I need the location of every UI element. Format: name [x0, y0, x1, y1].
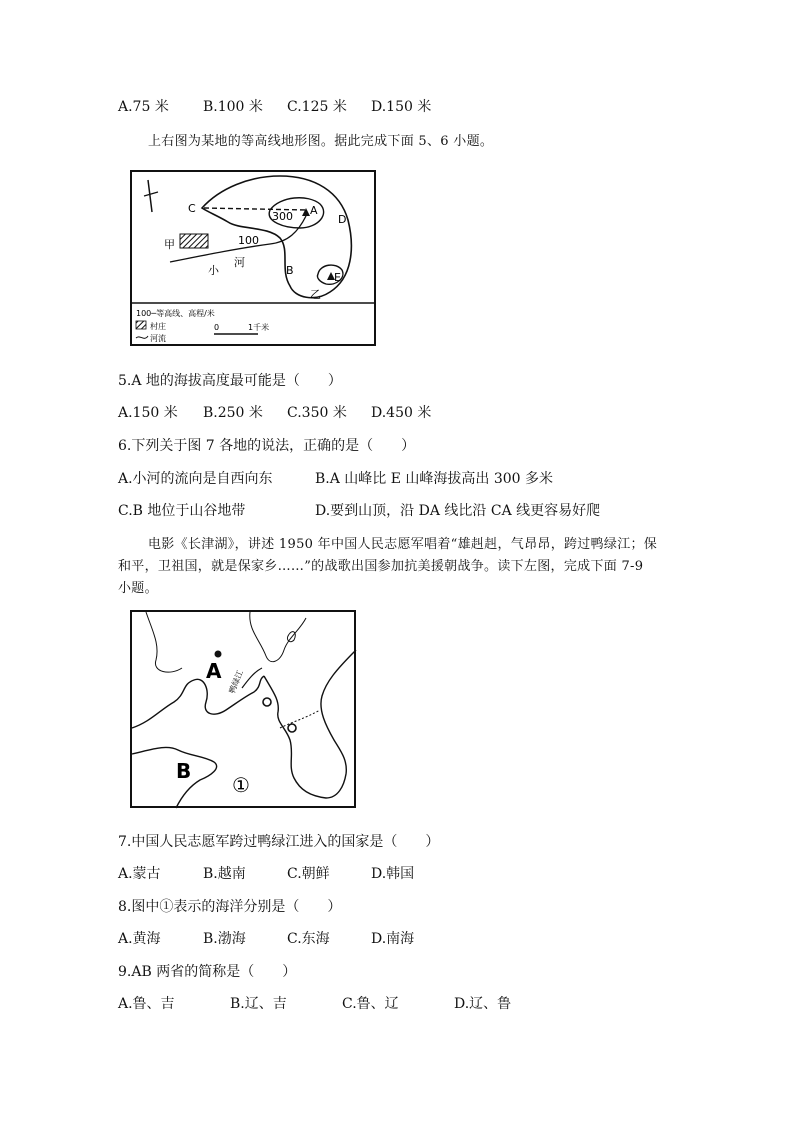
q9-option-a: A.鲁、吉: [118, 996, 175, 1012]
q6-option-a: A.小河的流向是自西向东: [118, 471, 273, 487]
q6-option-b: B.A 山峰比 E 山峰海拔高出 300 多米: [315, 471, 554, 487]
label-d: D: [338, 213, 347, 226]
city-circle-2: [288, 724, 296, 732]
q7-stem: 7.中国人民志愿军跨过鸭绿江进入的国家是（ ）: [118, 834, 440, 850]
q8-option-d: D.南海: [371, 931, 415, 947]
map-frame: [131, 171, 375, 345]
q6-option-c: C.B 地位于山谷地带: [118, 503, 246, 519]
q6-option-d: D.要到山顶，沿 DA 线比沿 CA 线更容易好爬: [315, 503, 601, 519]
q6-stem: 6.下列关于图 7 各地的说法，正确的是（ ）: [118, 438, 416, 454]
label-300: 300: [272, 210, 293, 223]
q9-option-b: B.辽、吉: [230, 996, 287, 1012]
q8-stem: 8.图中①表示的海洋分别是（ ）: [118, 899, 342, 915]
label-yalu: 鸭绿江: [227, 669, 245, 695]
q8-option-a: A.黄海: [118, 931, 161, 947]
contour-map: [130, 170, 378, 348]
city-circle-1: [263, 698, 271, 706]
label-a: A: [310, 204, 318, 217]
scale-zero: 0: [214, 323, 220, 332]
q9-option-c: C.鲁、辽: [342, 996, 399, 1012]
q5-stem: 5.A 地的海拔高度最可能是（ ）: [118, 373, 342, 389]
label-jia: 甲: [164, 238, 175, 251]
intro-7-9-line2: 和平，卫祖国，就是保家乡……”的战歌出国参加抗美援朝战争。读下左图，完成下面 7-9: [118, 559, 644, 574]
region-map: [130, 610, 358, 810]
label-e: E: [334, 271, 341, 284]
q7-option-c: C.朝鲜: [287, 866, 330, 882]
label-river-xiao: 小: [208, 264, 219, 277]
legend-river: 河流: [150, 334, 166, 343]
q5-option-a: A.150 米: [118, 405, 178, 421]
village-jia: [180, 234, 208, 248]
q4-option-d: D.150 米: [371, 99, 432, 115]
label-river-he: 河: [234, 256, 245, 269]
q7-option-d: D.韩国: [371, 866, 415, 882]
q5-option-c: C.350 米: [287, 405, 347, 421]
label-100: 100: [238, 234, 259, 247]
intro-7-9-line3: 小题。: [118, 581, 158, 596]
label-a: A: [206, 659, 222, 683]
q7-option-a: A.蒙古: [118, 866, 161, 882]
q8-option-c: C.东海: [287, 931, 330, 947]
q7-option-b: B.越南: [203, 866, 246, 882]
q9-stem: 9.AB 两省的简称是（ ）: [118, 964, 297, 980]
q5-option-d: D.450 米: [371, 405, 432, 421]
label-c: C: [188, 202, 196, 215]
intro-5-6: 上右图为某地的等高线地形图。据此完成下面 5、6 小题。: [148, 134, 494, 149]
q8-option-b: B.渤海: [203, 931, 246, 947]
scale-km: 1千米: [248, 323, 270, 332]
label-b: B: [176, 759, 192, 783]
label-sea-1: ①: [232, 773, 250, 797]
legend-contour: 100─等高线、高程/米: [136, 309, 215, 318]
q9-option-d: D.辽、鲁: [454, 996, 512, 1012]
label-b: B: [286, 264, 294, 277]
intro-7-9-line1: 电影《长津湖》，讲述 1950 年中国人民志愿军唱着“雄赳赳，气昂昂，跨过鸭绿江；保: [148, 537, 658, 552]
q4-option-b: B.100 米: [203, 99, 263, 115]
q5-option-b: B.250 米: [203, 405, 263, 421]
label-yi: 乙: [310, 288, 321, 301]
point-a: [215, 651, 222, 658]
legend-village-icon: [136, 321, 146, 329]
legend-village: 村庄: [150, 322, 166, 331]
q4-option-c: C.125 米: [287, 99, 347, 115]
q4-option-a: A.75 米: [118, 99, 169, 115]
